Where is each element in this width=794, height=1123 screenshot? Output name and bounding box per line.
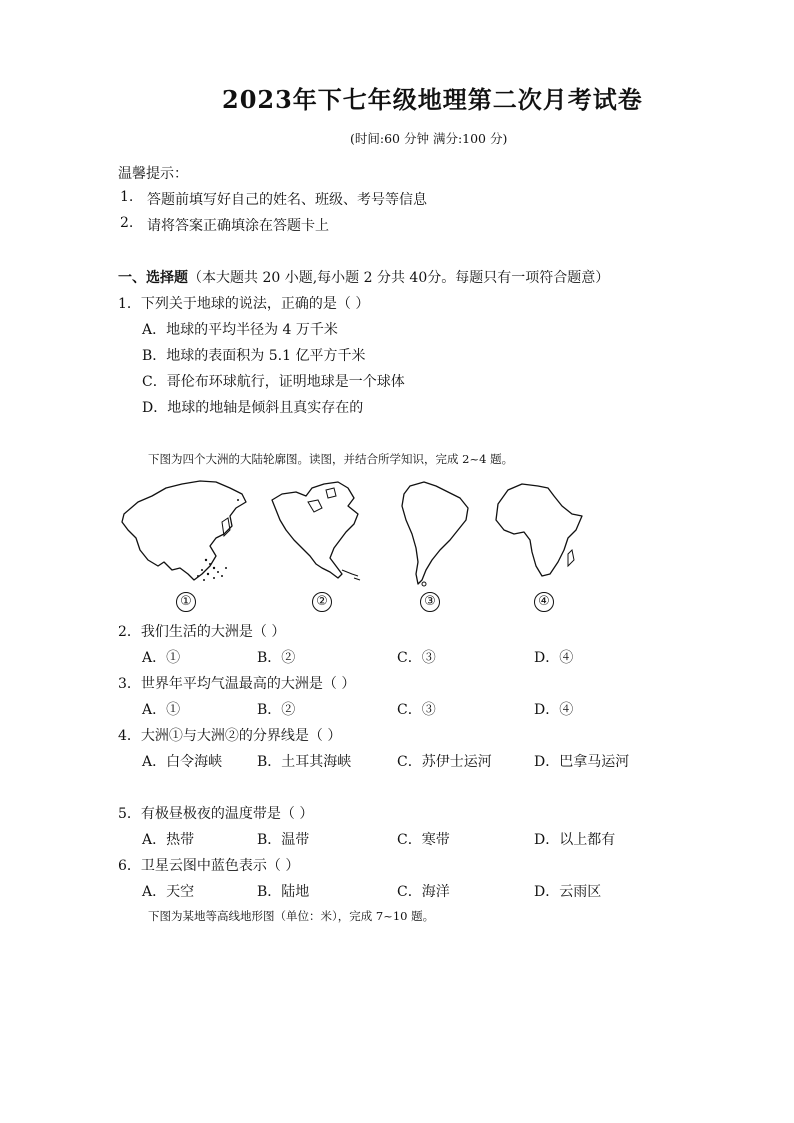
map-label-3: ③ [420, 592, 440, 612]
map-label-2: ② [312, 592, 332, 612]
question-3-stem: 3．世界年平均气温最高的大洲是（ ） [118, 676, 356, 692]
exam-subtitle: (时间:60 分钟 满分:100 分) [350, 131, 508, 146]
question-3-option-c: C．③ [397, 702, 436, 718]
continent-outline-figure [118, 478, 588, 618]
section-description: （本大题共 20 小题,每小题 2 分共 40分。每题只有一项符合题意） [188, 270, 610, 286]
question-2-option-c: C．③ [397, 650, 436, 666]
question-1-option-c: C．哥伦布环球航行，证明地球是一个球体 [142, 374, 405, 390]
asia-outline [118, 478, 250, 586]
tips-heading: 温馨提示： [118, 166, 188, 182]
section-heading [118, 267, 609, 287]
question-1-option-b: B．地球的表面积为 5.1 亿平方千米 [142, 348, 366, 364]
question-4-stem: 4．大洲①与大洲②的分界线是（ ） [118, 728, 342, 744]
tip-1-text: 答题前填写好自己的姓名、班级、考号等信息 [147, 192, 427, 208]
section-title: 一、选择题 [118, 270, 188, 286]
south-america-outline [396, 478, 476, 588]
question-4-option-c: C．苏伊士运河 [397, 754, 492, 770]
question-4-option-d: D．巴拿马运河 [534, 754, 630, 770]
figure-intro-7-10: 下图为某地等高线地形图（单位：米），完成 7~10 题。 [148, 909, 435, 923]
figure-intro-2-4: 下图为四个大洲的大陆轮廓图。读图，并结合所学知识，完成 2~4 题。 [148, 452, 514, 466]
question-1-option-d: D．地球的地轴是倾斜且真实存在的 [142, 400, 364, 416]
question-6-option-d: D．云雨区 [534, 884, 602, 900]
tip-1-number: 1. [120, 189, 134, 205]
question-1-option-a: A．地球的平均半径为 4 万千米 [142, 322, 338, 338]
map-label-1: ① [176, 592, 196, 612]
question-3-option-d: D．④ [534, 702, 574, 718]
question-4-option-b: B．土耳其海峡 [257, 754, 352, 770]
exam-title: 2023年下七年级地理第二次月考试卷 [222, 85, 643, 114]
question-3-option-b: B．② [257, 702, 296, 718]
question-1-stem: 1．下列关于地球的说法，正确的是（ ） [118, 296, 370, 312]
question-2-option-a: A．① [142, 650, 181, 666]
north-america-outline [268, 478, 378, 588]
question-3-option-a: A．① [142, 702, 181, 718]
question-5-option-b: B．温带 [257, 832, 310, 848]
question-6-option-a: A．天空 [142, 884, 195, 900]
question-2-stem: 2．我们生活的大洲是（ ） [118, 624, 286, 640]
question-5-stem: 5．有极昼极夜的温度带是（ ） [118, 806, 314, 822]
question-2-option-b: B．② [257, 650, 296, 666]
question-5-option-d: D．以上都有 [534, 832, 616, 848]
question-4-option-a: A．白令海峡 [142, 754, 223, 770]
tip-2-text: 请将答案正确填涂在答题卡上 [147, 218, 329, 234]
africa-outline [488, 478, 588, 588]
question-6-stem: 6．卫星云图中蓝色表示（ ） [118, 858, 300, 874]
question-2-option-d: D．④ [534, 650, 574, 666]
question-5-option-a: A．热带 [142, 832, 195, 848]
map-label-4: ④ [534, 592, 554, 612]
question-6-option-c: C．海洋 [397, 884, 450, 900]
question-6-option-b: B．陆地 [257, 884, 310, 900]
question-5-option-c: C．寒带 [397, 832, 450, 848]
tip-2-number: 2. [120, 215, 134, 231]
